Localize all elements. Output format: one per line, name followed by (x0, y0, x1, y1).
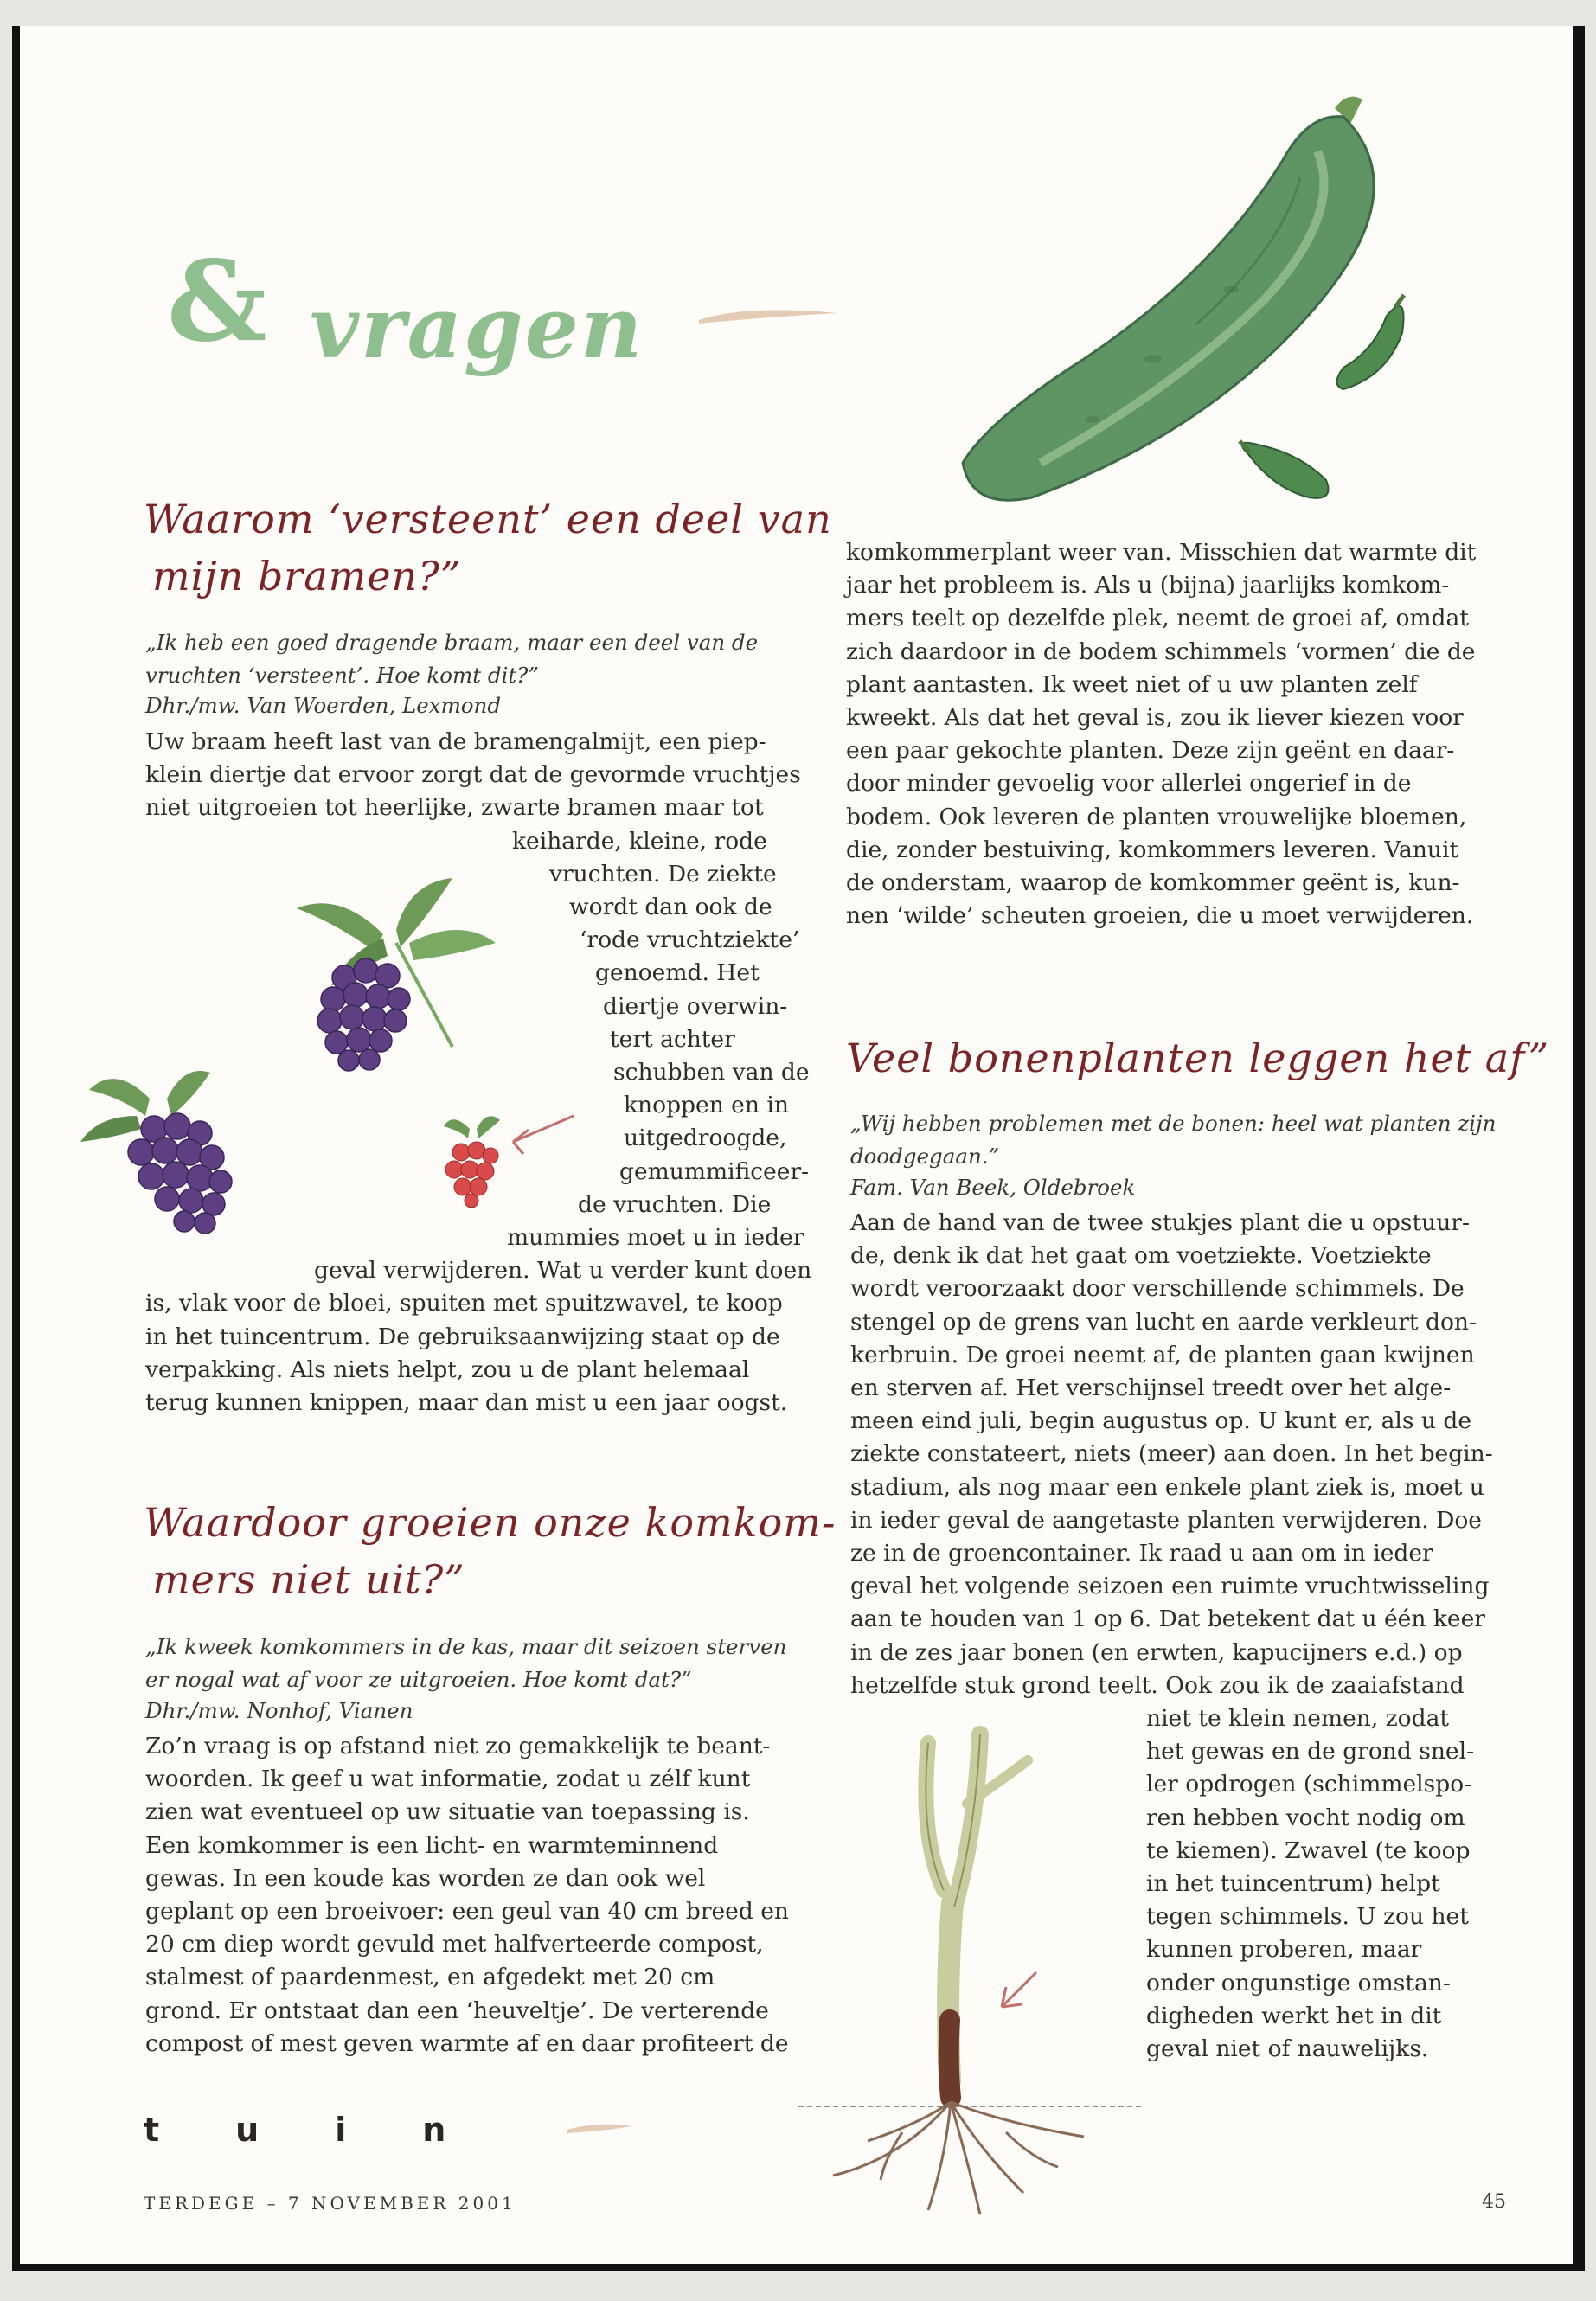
section-brush-stroke (565, 2118, 634, 2135)
question-intro-bonen: „Wij hebben problemen met de bonen: heel wat planten zijn doodgegaan.” (850, 1111, 1497, 1169)
bean-stem-illustration (798, 1708, 1144, 2219)
question-heading-komkommer: Waardoor groeien onze komkom- mers niet uit?” (144, 1499, 836, 1603)
answer-komkommer: Zo’n vraag is op afstand niet zo gemakkelijk te beant- woorden. Ik geef u wat informatie, zodat u zélf kunt zien wat eventueel op uw situatie van toepassing is. Een komkommer is een licht- en warmteminnend gewas. In een koude kas worden ze dan ook wel geplant op een broeivoer: een geul van 40 cm breed en 20 cm diep wordt gevuld met halfverteerde compost, stalmest of paardenmest, en afgedekt met 20 cm grond. Er ontstaat dan een ‘heuveltje’. De verterende compost of mest geven warmte af en daar profiteert de (145, 1733, 789, 2057)
blackberry-illustration-top (279, 874, 504, 1090)
question-intro-komkommer: „Ik kweek komkommers in de kas, maar dit seizoen sterven er nogal wat af voor ze uitgroeien. Hoe komt dat?” (145, 1634, 787, 1692)
cucumber-illustration (937, 74, 1421, 523)
answer-bonen-wrap: niet te klein nemen, zodat het gewas en de grond snel- ler opdrogen (schimmelspo- ren hebben vocht nodig om te kiemen). Zwavel (te koop in het tuincentrum) helpt tegen schimmels. U zou het kunnen proberen, maar onder ongunstige omstan- digheden werkt het in dit geval niet of nauwelijks. (1146, 1705, 1475, 2063)
footer-publication: TERDEGE – 7 NOVEMBER 2001 (144, 2193, 516, 2214)
question-heading-bramen: Waarom ‘versteent’ een deel van mijn bramen?” (144, 496, 832, 599)
magazine-page (12, 26, 1585, 2271)
answer-bramen: Uw braam heeft last van de bramengalmijt, een piep- klein diertje dat ervoor zorgt dat de gevormde vruchtjes niet uitgroeien tot heerlijke, zwarte bramen maar tot keiharde, kleine, rode vruchten. De ziekte wordt dan ook de ‘rode vruchtziekte’ genoemd. Het diertje overwin- tert achter schubben van de knoppen en in uitgedroogde, gemummificeer- de vruchten. Die mummies moet u in ieder geval verwijderen. Wat u verder kunt doen is, vlak voor de bloei, spuiten met spuitzwavel, te koop in het tuincentrum. De gebruiksaanwijzing staat op de verpakking. Als niets helpt, zou u de plant helemaal terug kunnen knippen, maar dan mist u een jaar oogst. (145, 728, 812, 1417)
brush-stroke-decoration (695, 294, 842, 329)
title-ampersand: & (167, 237, 267, 367)
sender-bonen: Fam. Van Beek, Oldebroek (850, 1175, 1136, 1200)
blackberry-illustration-bottom (72, 1064, 297, 1263)
sender-komkommer: Dhr./mw. Nonhof, Vianen (145, 1698, 413, 1723)
sender-bramen: Dhr./mw. Van Woerden, Lexmond (145, 693, 502, 718)
section-label: tuin (144, 2111, 522, 2149)
title-word: vragen (310, 279, 644, 378)
question-heading-bonen: Veel bonenplanten leggen het af” (846, 1035, 1550, 1081)
red-berry-illustration (426, 1107, 582, 1228)
page-number: 45 (1482, 2191, 1506, 2213)
question-intro-bramen: „Ik heb een goed dragende braam, maar een deel van de vruchten ‘versteent’. Hoe komt dit?” (145, 630, 759, 688)
answer-komkommer-continued: komkommerplant weer van. Misschien dat warmte dit jaar het probleem is. Als u (bijna) jaarlijks komkom- mers teelt op dezelfde plek, neemt de groei af, omdat zich daardoor in de bodem schimmels ‘vormen’ die de plant aantasten. Ik weet niet of u uw planten zelf kweekt. Als dat het geval is, zou ik liever kiezen voor een paar gekochte planten. Deze zijn geënt en daar- door minder gevoelig voor allerlei ongerief in de bodem. Ook leveren de planten vrouwelijke bloemen, die, zonder bestuiving, komkommers leveren. Vanuit de onderstam, waarop de komkommer geënt is, kun- nen ‘wilde’ scheuten groeien, die u moet verwijderen. (846, 539, 1477, 930)
answer-bonen: Aan de hand van de twee stukjes plant die u opstuur- de, denk ik dat het gaat om voetziekte. Voetziekte wordt veroorzaakt door verschillende schimmels. De stengel op de grens van lucht en aarde verkleurt don- kerbruin. De groei neemt af, de planten gaan kwijnen en sterven af. Het verschijnsel treedt over het alge- meen eind juli, begin augustus op. U kunt er, als u de ziekte constateert, niets (meer) aan doen. In het begin- stadium, als nog maar een enkele plant ziek is, moet u in ieder geval de aangetaste planten verwijderen. Doe ze in de groencontainer. Ik raad u aan om in ieder geval het volgende seizoen een ruimte vruchtwisseling aan te houden van 1 op 6. Dat betekent dat u één keer in de zes jaar bonen (en erwten, kapucijners e.d.) op hetzelfde stuk grond teelt. Ook zou ik de zaaiafstand (850, 1209, 1493, 1699)
